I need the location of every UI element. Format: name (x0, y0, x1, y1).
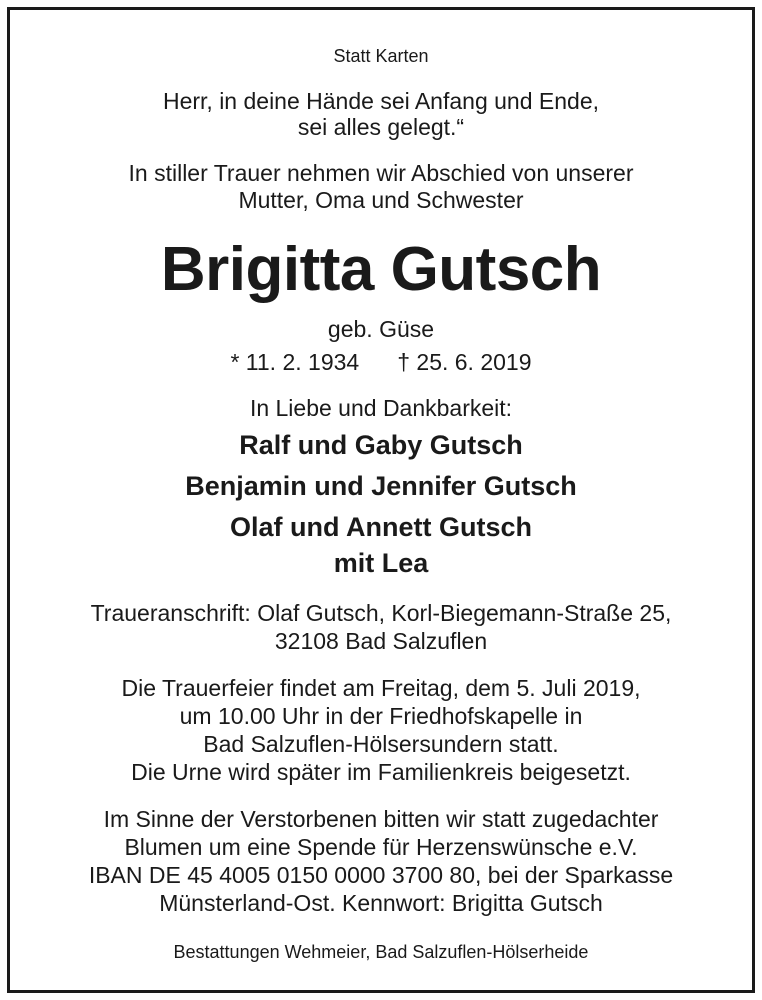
intro-line-2: Mutter, Oma und Schwester (238, 187, 524, 213)
mourner-line-2: Benjamin und Jennifer Gutsch (185, 471, 577, 501)
birth-date: * 11. 2. 1934 (230, 349, 360, 375)
donation-line-4: Münsterland-Ost. Kennwort: Brigitta Gutsch (159, 890, 603, 916)
death-date: † 25. 6. 2019 (397, 349, 532, 375)
mourner-line-1: Ralf und Gaby Gutsch (239, 430, 523, 460)
donation-line-1: Im Sinne der Verstorbenen bitten wir statt zugedachter (103, 806, 659, 832)
intro-line-1: In stiller Trauer nehmen wir Abschied von unserer (128, 160, 634, 186)
ceremony-line-4: Die Urne wird später im Familienkreis beigesetzt. (131, 759, 631, 785)
address-line-1: Traueranschrift: Olaf Gutsch, Korl-Biegemann-Straße 25, (90, 600, 672, 626)
funeral-home: Bestattungen Wehmeier, Bad Salzuflen-Hölserheide (173, 942, 589, 962)
header-text: Statt Karten (333, 46, 429, 66)
verse-line-2: sei alles gelegt.“ (297, 114, 465, 140)
donation-line-3: IBAN DE 45 4005 0150 0000 3700 80, bei der Sparkasse (88, 862, 674, 888)
obituary-notice (7, 7, 755, 993)
ceremony-line-3: Bad Salzuflen-Hölsersundern statt. (203, 731, 559, 757)
donation-line-2: Blumen um eine Spende für Herzenswünsche e.V. (124, 834, 638, 860)
mourner-line-4: mit Lea (333, 548, 429, 578)
mourners-intro: In Liebe und Dankbarkeit: (249, 395, 513, 421)
address-line-2: 32108 Bad Salzuflen (274, 628, 488, 654)
ceremony-line-1: Die Trauerfeier findet am Freitag, dem 5. Juli 2019, (121, 675, 641, 701)
life-dates (10, 349, 752, 376)
ceremony-line-2: um 10.00 Uhr in der Friedhofskapelle in (179, 703, 583, 729)
deceased-name: Brigitta Gutsch (160, 235, 602, 304)
birth-name: geb. Güse (327, 316, 435, 342)
mourner-line-3: Olaf und Annett Gutsch (230, 512, 532, 542)
verse-line-1: Herr, in deine Hände sei Anfang und Ende, (162, 88, 600, 114)
